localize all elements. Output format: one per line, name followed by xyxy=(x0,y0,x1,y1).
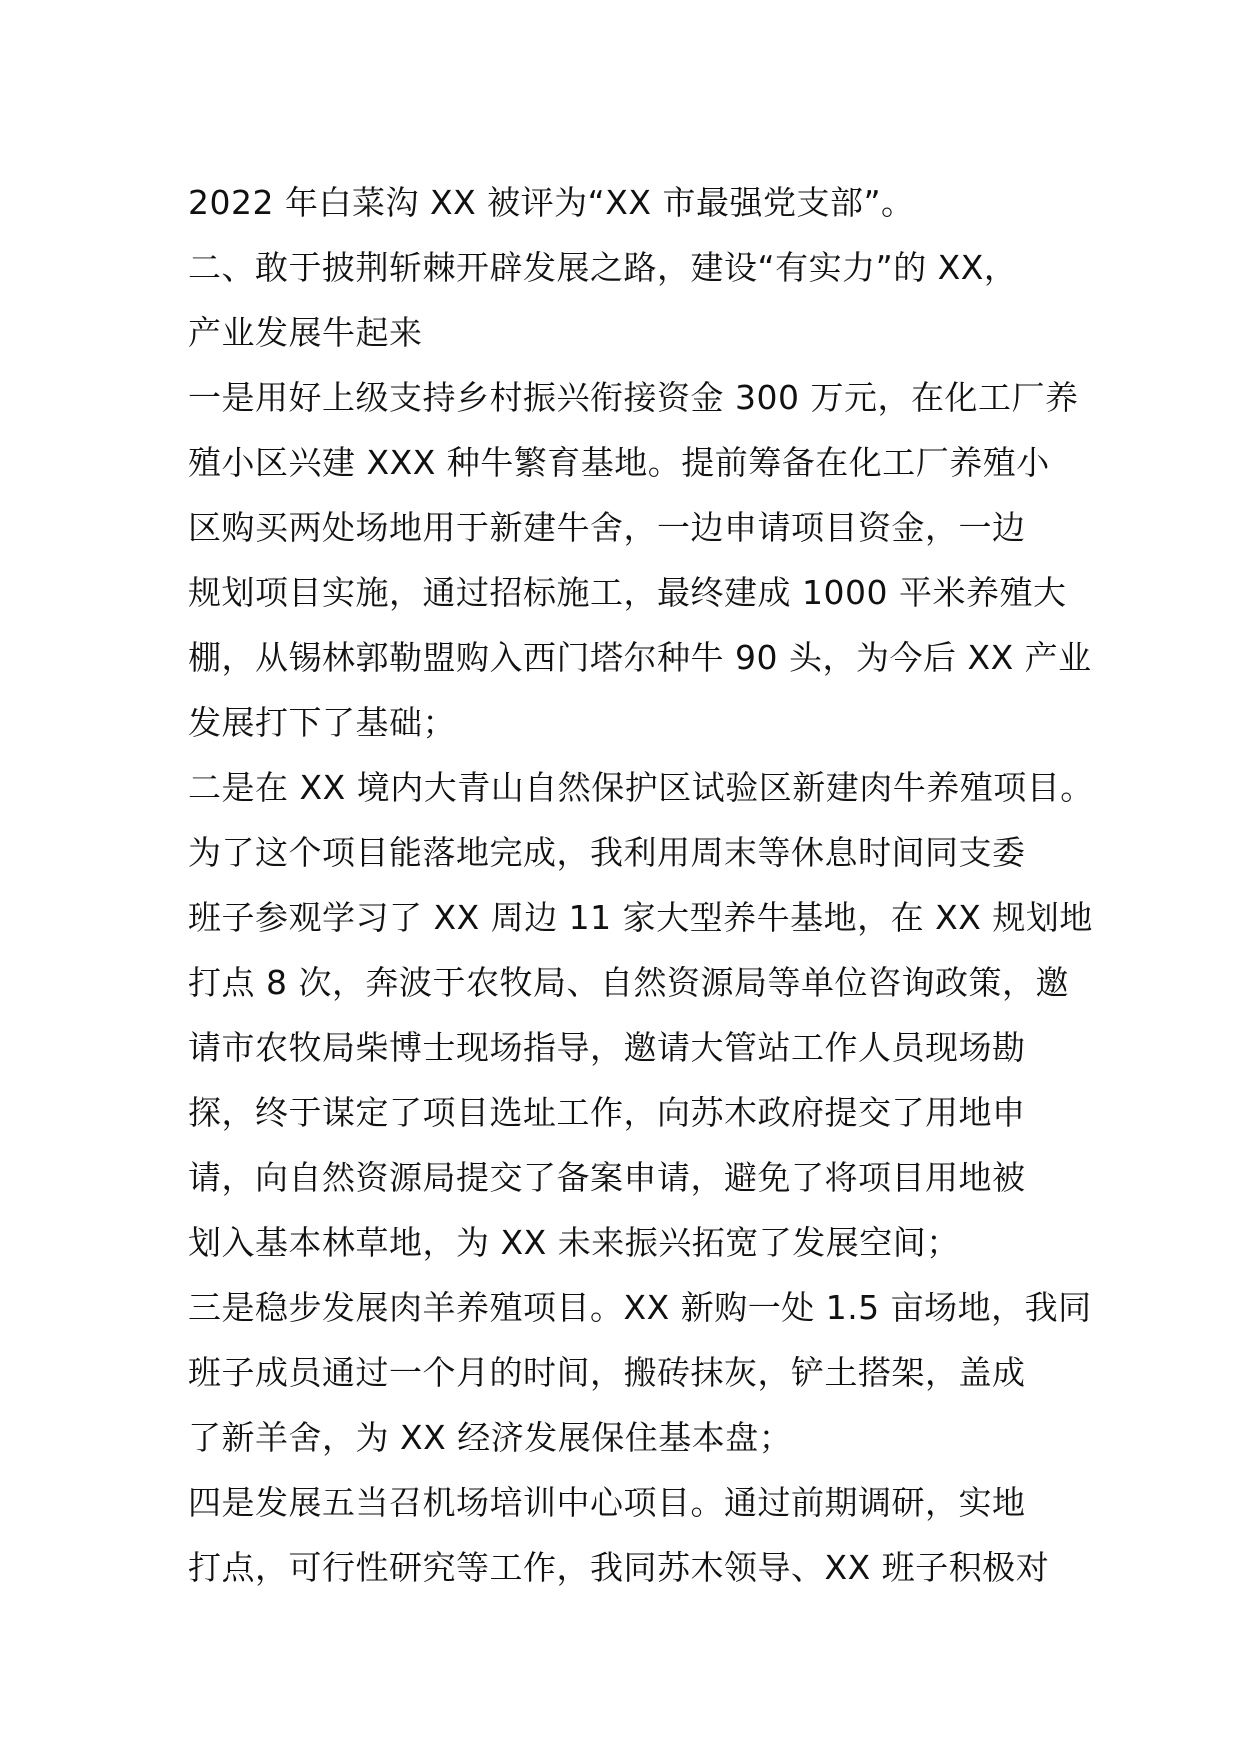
text-line: 打点 8 次，奔波于农牧局、自然资源局等单位咨询政策，邀 xyxy=(188,963,1069,1002)
text-line: 班子成员通过一个月的时间，搬砖抹灰，铲土搭架，盖成 xyxy=(188,1353,1026,1392)
text-line: 四是发展五当召机场培训中心项目。通过前期调研，实地 xyxy=(188,1483,1026,1522)
text-line: 请市农牧局柴博士现场指导，邀请大管站工作人员现场勘 xyxy=(188,1028,1026,1067)
text-line: 划入基本林草地，为 XX 未来振兴拓宽了发展空间； xyxy=(188,1223,960,1262)
text-line: 为了这个项目能落地完成，我利用周末等休息时间同支委 xyxy=(188,833,1026,872)
section-heading: 产业发展牛起来 xyxy=(188,313,423,352)
text-line: 2022 年白菜沟 XX 被评为“XX 市最强党支部”。 xyxy=(188,183,915,222)
text-line: 一是用好上级支持乡村振兴衔接资金 300 万元，在化工厂养 xyxy=(188,378,1079,417)
text-line: 打点，可行性研究等工作，我同苏木领导、XX 班子积极对 xyxy=(188,1548,1050,1587)
section-heading: 二、敢于披荆斩棘开辟发展之路，建设“有实力”的 XX， xyxy=(188,248,1018,287)
text-line: 区购买两处场地用于新建牛舍，一边申请项目资金，一边 xyxy=(188,508,1026,547)
text-line: 请，向自然资源局提交了备案申请，避免了将项目用地被 xyxy=(188,1158,1026,1197)
text-line: 二是在 XX 境内大青山自然保护区试验区新建肉牛养殖项目。 xyxy=(188,768,1094,807)
text-line: 三是稳步发展肉羊养殖项目。XX 新购一处 1.5 亩场地，我同 xyxy=(188,1288,1092,1327)
text-line: 探，终于谋定了项目选址工作，向苏木政府提交了用地申 xyxy=(188,1093,1026,1132)
text-line: 了新羊舍，为 XX 经济发展保住基本盘； xyxy=(188,1418,793,1457)
text-line: 班子参观学习了 XX 周边 11 家大型养牛基地，在 XX 规划地 xyxy=(188,898,1093,937)
text-line: 殖小区兴建 XXX 种牛繁育基地。提前筹备在化工厂养殖小 xyxy=(188,443,1050,482)
text-line: 规划项目实施，通过招标施工，最终建成 1000 平米养殖大 xyxy=(188,573,1067,612)
text-line: 棚，从锡林郭勒盟购入西门塔尔种牛 90 头，为今后 XX 产业 xyxy=(188,638,1092,677)
document-body xyxy=(188,170,1094,1600)
text-line: 发展打下了基础； xyxy=(188,703,456,742)
